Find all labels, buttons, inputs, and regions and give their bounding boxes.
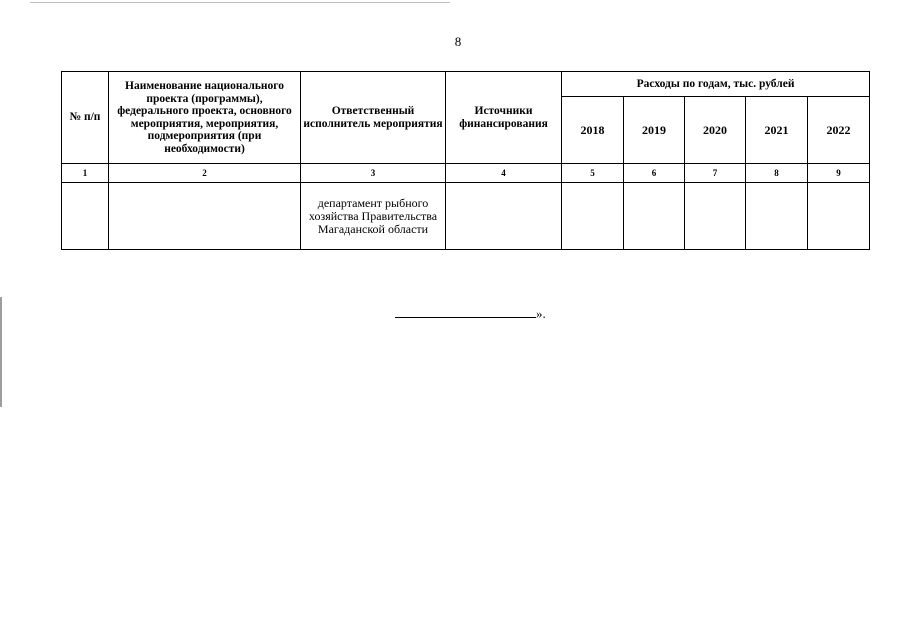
header-year-2022: 2022 xyxy=(808,97,870,164)
cell-2021 xyxy=(746,183,808,250)
scan-edge xyxy=(0,297,2,407)
header-source: Источники финансирования xyxy=(446,72,562,164)
column-number: 2 xyxy=(109,164,301,183)
header-num: № п/п xyxy=(62,72,109,164)
header-name: Наименование национального проекта (программы), федерального проекта, основного мероприятия, мероприятия, подмероприятия (при необходимости) xyxy=(109,72,301,164)
column-number-row xyxy=(62,164,870,183)
page-number: 8 xyxy=(454,34,462,49)
header-year-2020: 2020 xyxy=(685,97,746,164)
column-number: 8 xyxy=(746,164,808,183)
header-year-2021: 2021 xyxy=(746,97,808,164)
closing-line xyxy=(395,306,546,322)
underline-blank xyxy=(395,307,536,318)
column-number: 1 xyxy=(62,164,109,183)
header-year-2018: 2018 xyxy=(562,97,624,164)
cell-executor: департамент рыбного хозяйства Правительства Магаданской области xyxy=(301,183,446,250)
cell-name xyxy=(109,183,301,250)
header-executor: Ответственный исполнитель мероприятия xyxy=(301,72,446,164)
closing-quote: ». xyxy=(536,306,546,321)
header-expenses-group: Расходы по годам, тыс. рублей xyxy=(562,72,870,97)
header-year-2019: 2019 xyxy=(624,97,685,164)
column-number: 7 xyxy=(685,164,746,183)
cell-2020 xyxy=(685,183,746,250)
cell-source xyxy=(446,183,562,250)
cell-2018 xyxy=(562,183,624,250)
cell-2019 xyxy=(624,183,685,250)
table-row xyxy=(62,183,870,250)
column-number: 6 xyxy=(624,164,685,183)
top-rule xyxy=(30,2,450,3)
column-number: 9 xyxy=(808,164,870,183)
cell-num xyxy=(62,183,109,250)
column-number: 4 xyxy=(446,164,562,183)
column-number: 3 xyxy=(301,164,446,183)
column-number: 5 xyxy=(562,164,624,183)
cell-2022 xyxy=(808,183,870,250)
expenses-table xyxy=(61,71,870,250)
